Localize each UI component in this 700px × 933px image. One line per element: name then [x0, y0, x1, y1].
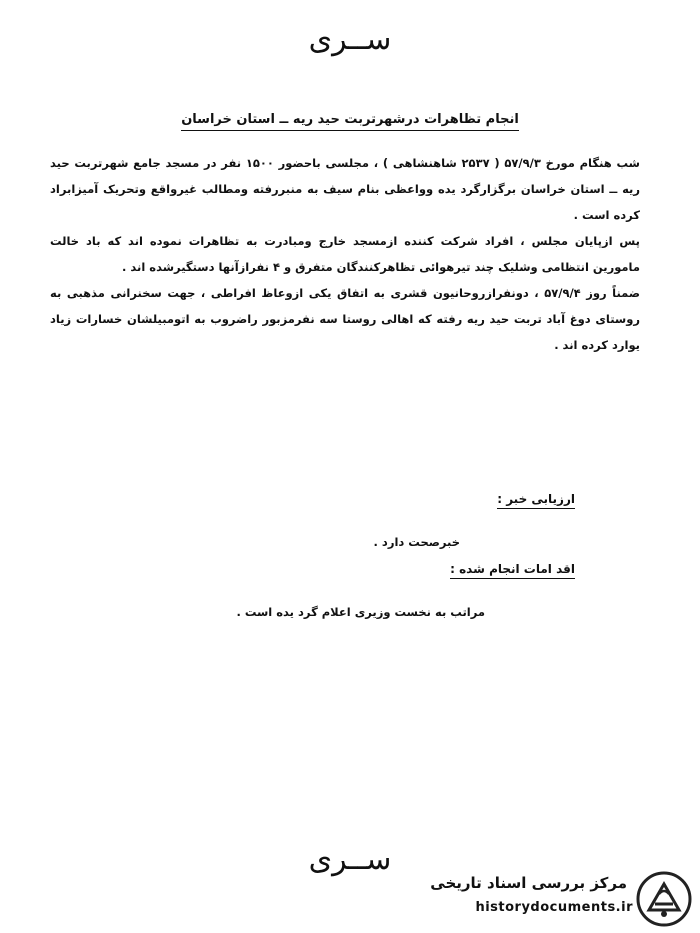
document-title-text: انجام تظاهرات درشهرتربت حید ریه ــ استان خراسان — [181, 112, 519, 131]
watermark-org-name: مرکز بررسی اسناد تاریخی — [430, 874, 627, 892]
paragraph-1: شب هنگام مورخ ۵۷/۹/۳ ( ۲۵۳۷ شاهنشاهی ) ، مجلسی باحضور ۱۵۰۰ نفر در مسجد جامع شهرتربت حید ریه ــ استان خراسان برگزارگرد یده وواعظی بنام سیف به منبررفته ومطالب غیرواقع وتحریک آمیزابراد کرده است . — [50, 156, 640, 222]
actions-label: اقد امات انجام شده : — [450, 562, 575, 579]
watermark — [405, 868, 695, 930]
classification-bottom: ســری — [308, 842, 392, 877]
paragraph-2: پس ازپایان مجلس ، افراد شرکت کننده ازمسجد خارج ومبادرت به تظاهرات نموده اند که باد خالت مامورین انتظامی وشلیک چند تیرهوائی تظاهرکنندگان متفرق و ۴ نفرازآنها دستگیرشده اند . — [50, 234, 640, 274]
assessment-value: خبرصحت دارد . — [373, 535, 460, 549]
watermark-url: historydocuments.ir — [475, 900, 633, 915]
document-title — [0, 112, 700, 131]
assessment-label: ارزیابی خبر : — [497, 492, 575, 509]
archive-logo-icon — [635, 870, 693, 928]
actions-value: مراتب به نخست وزیری اعلام گرد یده است . — [236, 605, 485, 619]
document-body — [50, 150, 640, 358]
classification-top: ســری — [308, 22, 392, 57]
paragraph-3: ضمناً روز ۵۷/۹/۴ ، دونفرازروحانیون قشری به اتفاق یکی ازوعاظ افراطی ، جهت سخنرانی مذهبی به روستای دوغ آباد تربت حید ریه رفته که اهالی روستا سه نفرمزبور راضروب به اتومبیلشان خسارات زیاد یوارد کرده اند . — [50, 286, 640, 352]
